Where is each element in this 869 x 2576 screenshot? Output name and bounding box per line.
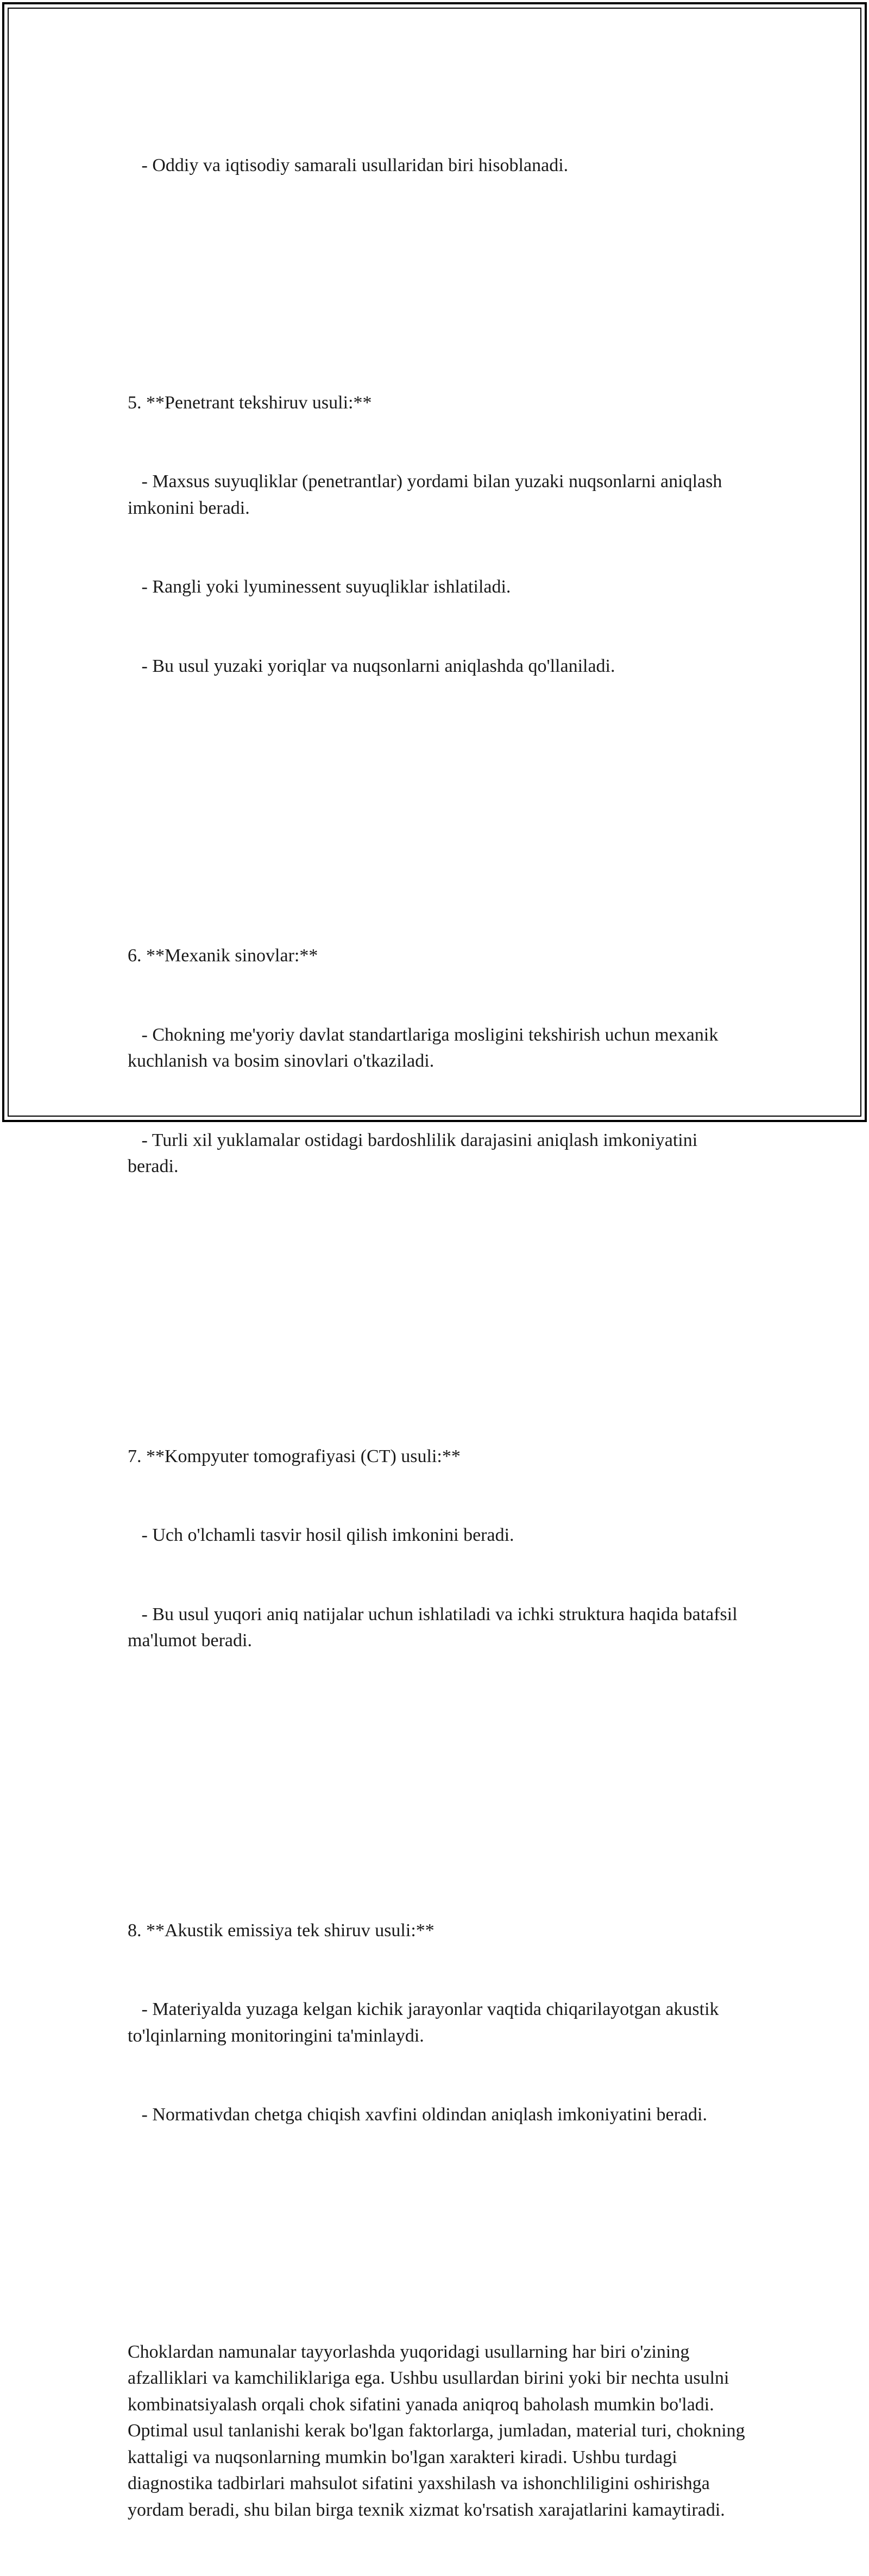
section-bullet: - Turli xil yuklamalar ostidagi bardoshlilik darajasini aniqlash imkoniyatini beradi.: [128, 1130, 702, 1176]
section-heading: 7. **Kompyuter tomografiyasi (CT) usuli:**: [128, 1446, 461, 1466]
section-bullet: - Maxsus suyuqliklar (penetrantlar) yordami bilan yuzaki nuqsonlarni aniqlash imkonini beradi.: [128, 471, 727, 518]
section-acoustic-emission: [128, 1865, 752, 2181]
section-mechanical-tests: [128, 890, 752, 1233]
intro-bullet: - Oddiy va iqtisodiy samarali usullaridan biri hisoblanadi.: [128, 155, 569, 175]
section-bullet: - Uch o'lchamli tasvir hosil qilish imkonini beradi.: [128, 1525, 514, 1545]
section-heading: 6. **Mexanik sinovlar:**: [128, 946, 318, 966]
section-bullet: - Bu usul yuzaki yoriqlar va nuqsonlarni aniqlashda qo'llaniladi.: [128, 656, 615, 676]
section-penetrant: [128, 337, 752, 733]
section-heading: 8. **Akustik emissiya tek shiruv usuli:**: [128, 1920, 434, 1941]
section-bullet: - Chokning me'yoriy davlat standartlariga mosligini tekshirish uchun mexanik kuchlanish va bosim sinovlari o'tkaziladi.: [128, 1024, 723, 1071]
conclusion-paragraph: Choklardan namunalar tayyorlashda yuqoridagi usullarning har biri o'zining afzalliklari va kamchiliklariga ega. Ushbu usullardan birini yoki bir nechta usulni kombinatsiyalash orqali chok sifatini yanada aniqroq baholash mumkin bo'ladi. Optimal usul tanlanishi kerak bo'lgan faktorlarga, jumladan, material turi, chokning kattaligi va nuqsonlarning mumkin bo'lgan xarakteri kiradi. Ushbu turdagi diagnostika tadbirlari mahsulot sifatini yaxshilash va ishonchliligini oshirishga yordam beradi, shu bilan birga texnik xizmat ko'rsatish xarajatlarini kamaytiradi.: [128, 2341, 750, 2520]
section-ct: [128, 1391, 752, 1707]
section-bullet: - Materiyalda yuzaga kelgan kichik jarayonlar vaqtida chiqarilayotgan akustik to'lqinlarning monitoringini ta'minlaydi.: [128, 1999, 724, 2046]
section-heading: 5. **Penetrant tekshiruv usuli:**: [128, 392, 372, 413]
section-bullet: - Normativdan chetga chiqish xavfini oldindan aniqlash imkoniyatini beradi.: [128, 2105, 707, 2125]
document-body: [128, 100, 752, 2576]
section-bullet: - Rangli yoki lyuminessent suyuqliklar ishlatiladi.: [128, 577, 511, 597]
section-bullet: - Bu usul yuqori aniq natijalar uchun ishlatiladi va ichki struktura haqida batafsil ma'lumot beradi.: [128, 1604, 742, 1651]
